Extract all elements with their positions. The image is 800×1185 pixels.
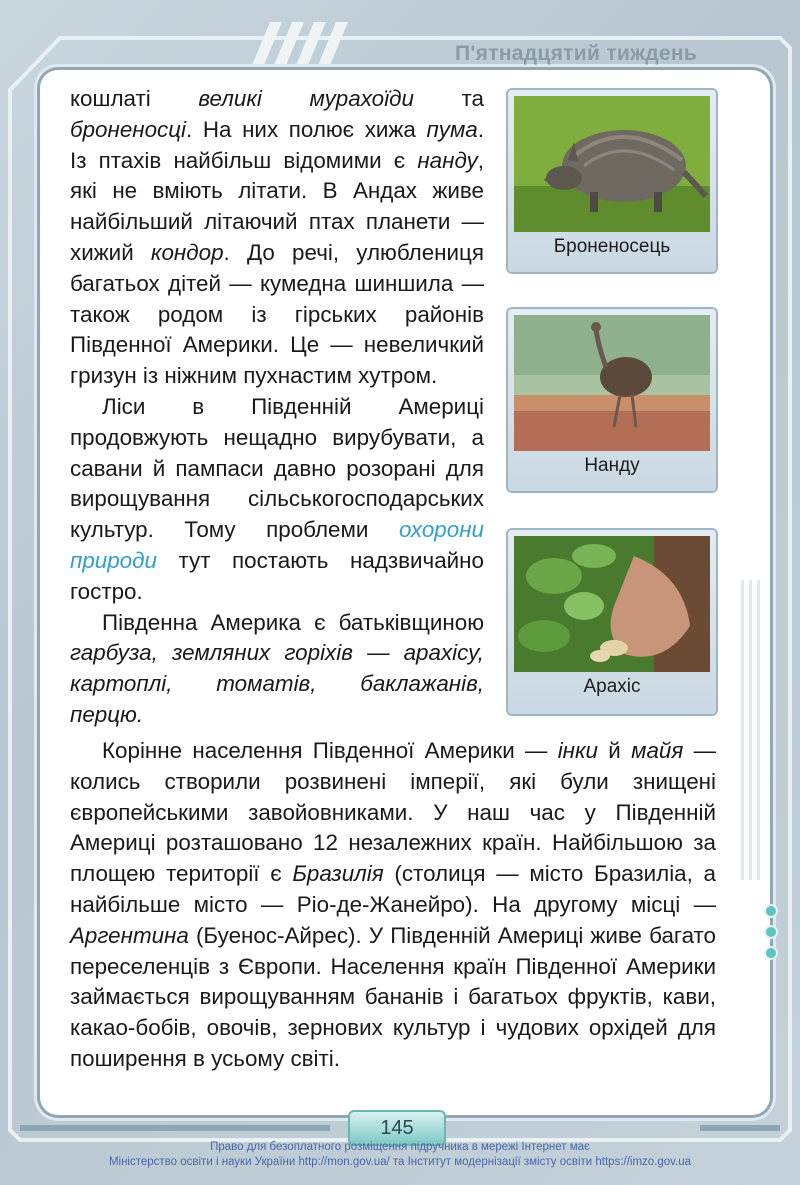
header-stripes	[230, 22, 350, 72]
nature-protection-link[interactable]: охорони природи	[70, 517, 484, 573]
side-decoration	[735, 580, 775, 880]
paragraph-1: кошлаті великі мурахоїди та броненосці. На них полює хижа пума. Із птахів найбільш відомими є нанду, які не вміють літати. В Андах живе найбільший літаючий птах планети — хижий кондор. До речі, улюблениця багатьох дітей — кумедна шиншила — також родом із гірських районів Південної Америки. Це — невеличкий гризун із ніжним пухнастим хутром.	[70, 86, 484, 389]
dot	[766, 948, 776, 958]
rhea-image	[514, 315, 710, 451]
photo-caption: Броненосець	[553, 236, 671, 257]
footer-line-1: Право для безоплатного розміщення підручника в мережі Інтернет має	[210, 1141, 590, 1153]
chapter-title: П'ятнадцятий тиждень	[455, 42, 698, 65]
paragraph-4: Корінне населення Південної Америки — інки й майя — колись створили розвинені імперії, які були знищені європейськими завойовниками. У наш час у Південній Америці розташовано 12 незалежних країн. Найбільшою за площею території є Бразилія (столиця — місто Бразиліа, а найбільше місто — Ріо-де-Жанейро). На другому місці — Аргентина (Буенос-Айрес). У Південній Америці живе багато переселенців з Європи. Населення країн Південної Америки займається вирощуванням бананів і багатьох фруктів, кави, какао-бобів, овочів, зернових культур і чудових орхідей для поширення в усьому світі.	[70, 738, 716, 1071]
footer-line-2: Міністерство освіти і науки України http://mon.gov.ua/ та Інститут модернізації змісту освіти https://imzo.gov.ua	[108, 1156, 692, 1168]
wide-text	[70, 736, 716, 1075]
armadillo-image	[514, 96, 710, 232]
dot	[766, 906, 776, 916]
paragraph-2: Ліси в Південній Америці продовжують нещадно вирубувати, а савани й пампаси давно розорані для вирощування сільськогосподарських культур. Тому проблеми охорони природи тут постають надзвичайно гостро.	[70, 393, 484, 604]
paragraph-3: Південна Америка є батьківщиною гарбуза, земляних горіхів — арахісу, картоплі, томатів, баклажанів, перцю.	[70, 609, 484, 727]
page-number: 145	[348, 1110, 446, 1146]
peanut-image	[514, 536, 710, 672]
column-text	[70, 84, 484, 731]
photo-card-rhea	[508, 309, 716, 491]
footer-copyright	[0, 1140, 800, 1170]
dot	[766, 927, 776, 937]
photo-caption: Арахіс	[583, 676, 641, 697]
photo-caption: Нанду	[584, 455, 640, 476]
decorative-dots	[766, 906, 776, 969]
photo-card-peanut	[508, 530, 716, 714]
photo-card-armadillo	[508, 90, 716, 272]
